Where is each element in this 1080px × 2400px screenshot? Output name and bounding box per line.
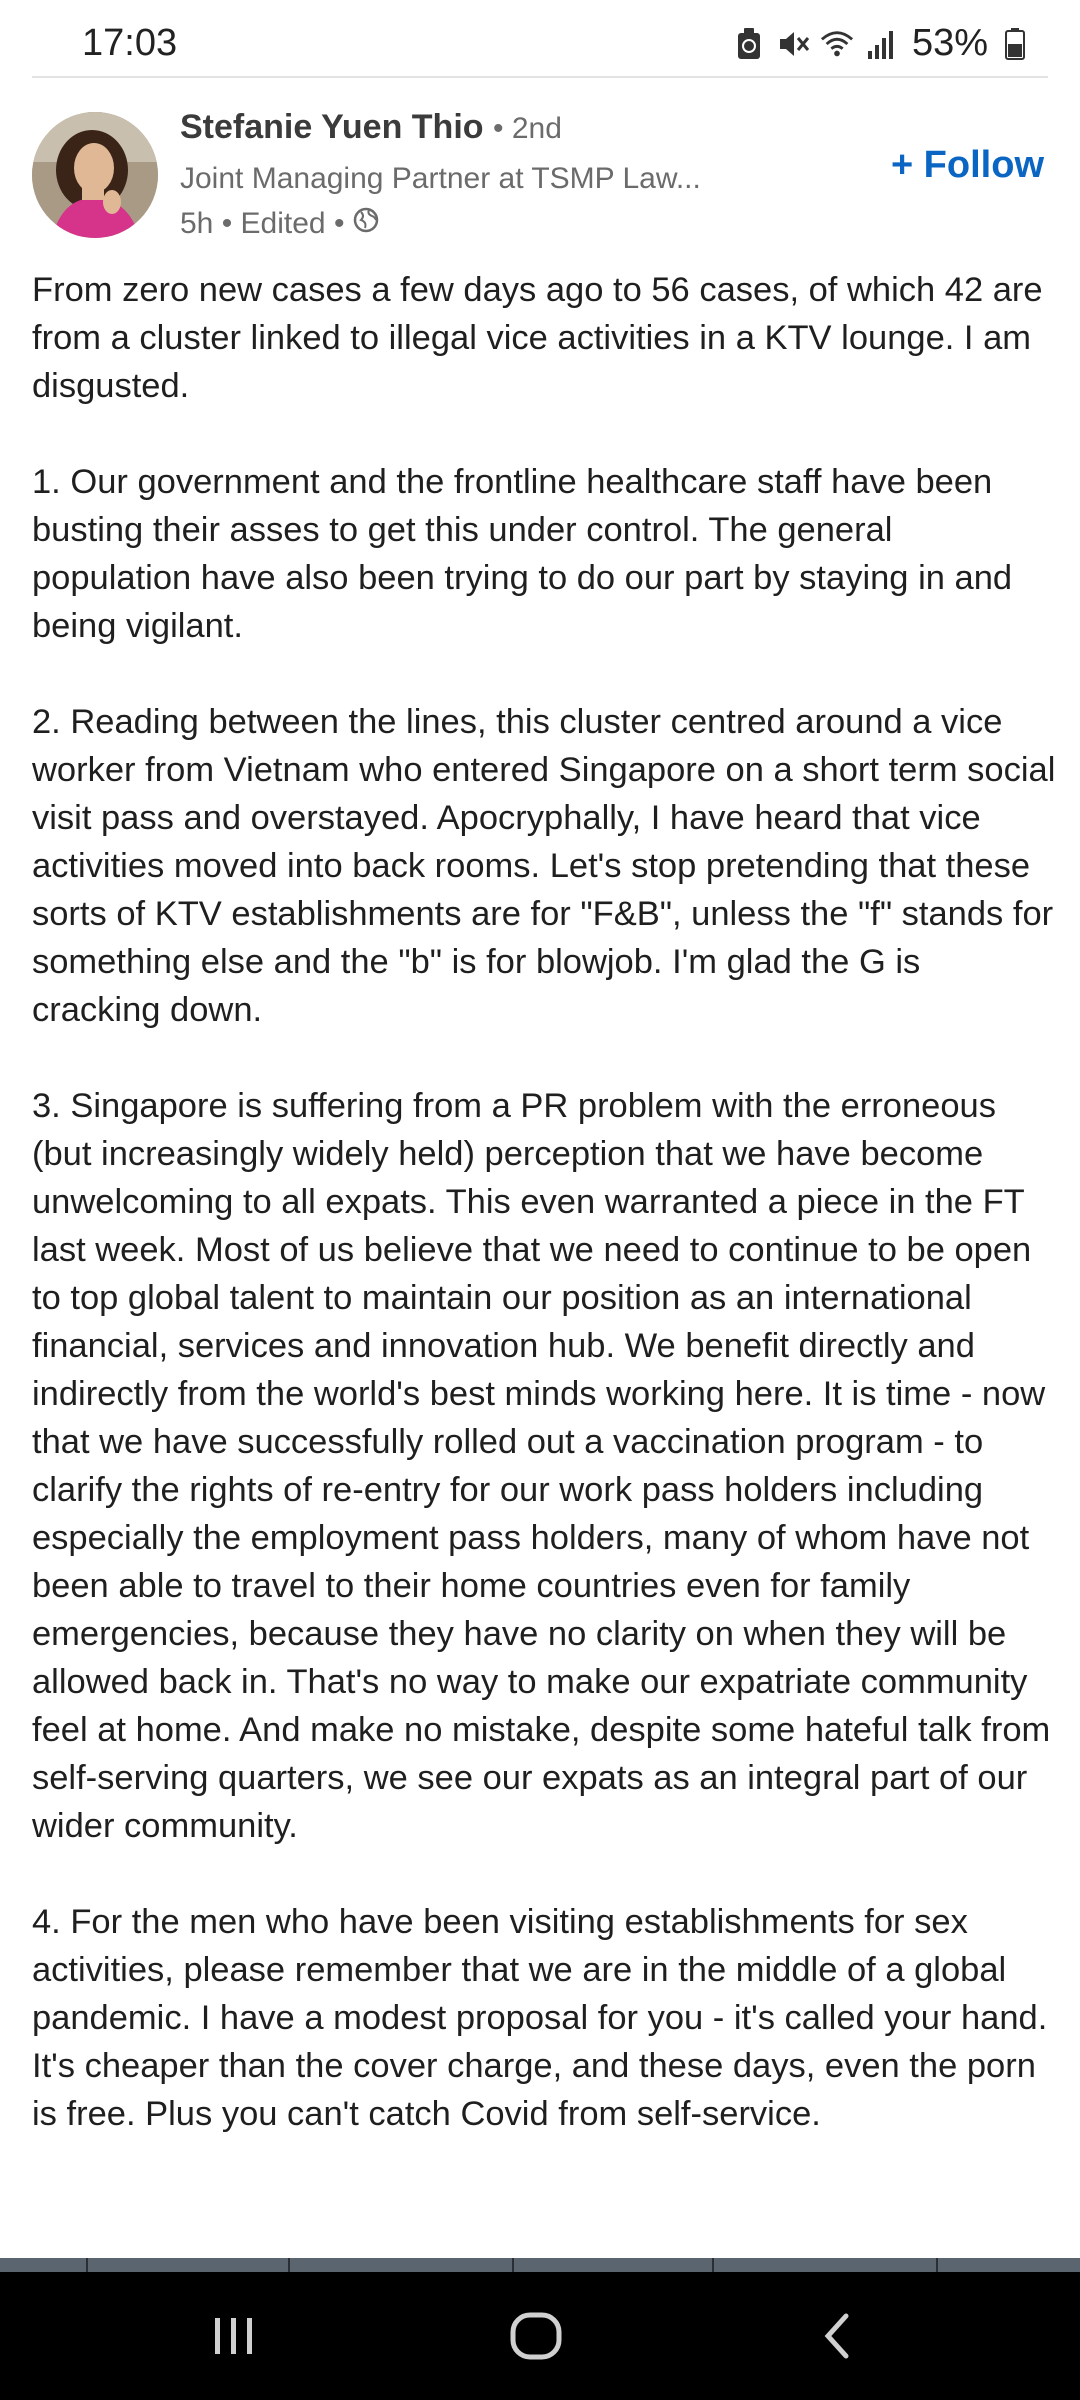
follow-button[interactable]: + Follow [890,144,1044,186]
globe-icon [352,206,380,242]
header-divider [32,76,1048,78]
status-bar [0,0,1080,78]
connection-degree: • 2nd [493,112,562,145]
mute-icon [776,25,810,63]
home-icon[interactable] [436,2272,636,2400]
back-icon[interactable] [738,2272,938,2400]
post-paragraph: From zero new cases a few days ago to 56 cases, of which 42 are from a cluster linked to illegal vice activities in a KTV lounge. I am disgusted. [32,271,1043,405]
status-icons [732,22,1032,65]
alarm-icon [732,25,766,63]
avatar[interactable] [32,112,158,238]
system-nav-bar [0,2272,1080,2400]
post-time-edited: 5h • Edited • [180,207,345,240]
battery-icon [998,25,1032,63]
status-time: 17:03 [82,22,178,64]
wifi-icon [820,25,854,63]
post-paragraph: 4. For the men who have been visiting establishments for sex activities, please remember that we are in the middle of a global pandemic. I have a modest proposal for you - it's called your hand. It's cheaper than the cover charge, and these days, even the porn is free. Plus you can't catch Covid from self-service. [32,1903,1048,2133]
signal-icon [864,25,898,63]
media-preview-strip[interactable] [0,2258,1080,2272]
post-body [32,266,1056,2186]
post-paragraph: 1. Our government and the frontline healthcare staff have been busting their asses to get this under control. The general population have also been trying to do our part by staying in and being vigilant. [32,463,1013,645]
author-name-text: Stefanie Yuen Thio [180,108,484,146]
post-paragraph: 3. Singapore is suffering from a PR problem with the erroneous (but increasingly widely held) perception that we have become unwelcoming to all expats. This even warranted a piece in the FT last week. Most of us believe that we need to continue to be open to top global talent to maintain our position as an international financial, services and innovation hub. We benefit directly and indirectly from the world's best minds working here. It is time - now that we have successfully rolled out a vaccination program - to clarify the rights of re-entry for our work pass holders including especially the employment pass holders, many of whom have not been able to travel to their home countries even for family emergencies, because they have no clarity on when they will be allowed back in. That's no way to make our expatriate community feel at home. And make no mistake, despite some hateful talk from self-serving quarters, we see our expats as an integral part of our wider community. [32,1087,1051,1845]
post-paragraph: 2. Reading between the lines, this cluster centred around a vice worker from Vietnam who entered Singapore on a short term social visit pass and overstayed. Apocryphally, I have heard that vice activities moved into back rooms. Let's stop pretending that these sorts of KTV establishments are for "F&B", unless the "f" stands for something else and the "b" is for blowjob. I'm glad the G is cracking down. [32,703,1056,1029]
post-header [0,100,1080,250]
recents-icon[interactable] [134,2272,334,2400]
post-meta [180,206,380,242]
battery-percentage: 53% [911,22,988,64]
author-headline: Joint Managing Partner at TSMP Law... [180,162,701,195]
author-name[interactable] [180,108,562,147]
